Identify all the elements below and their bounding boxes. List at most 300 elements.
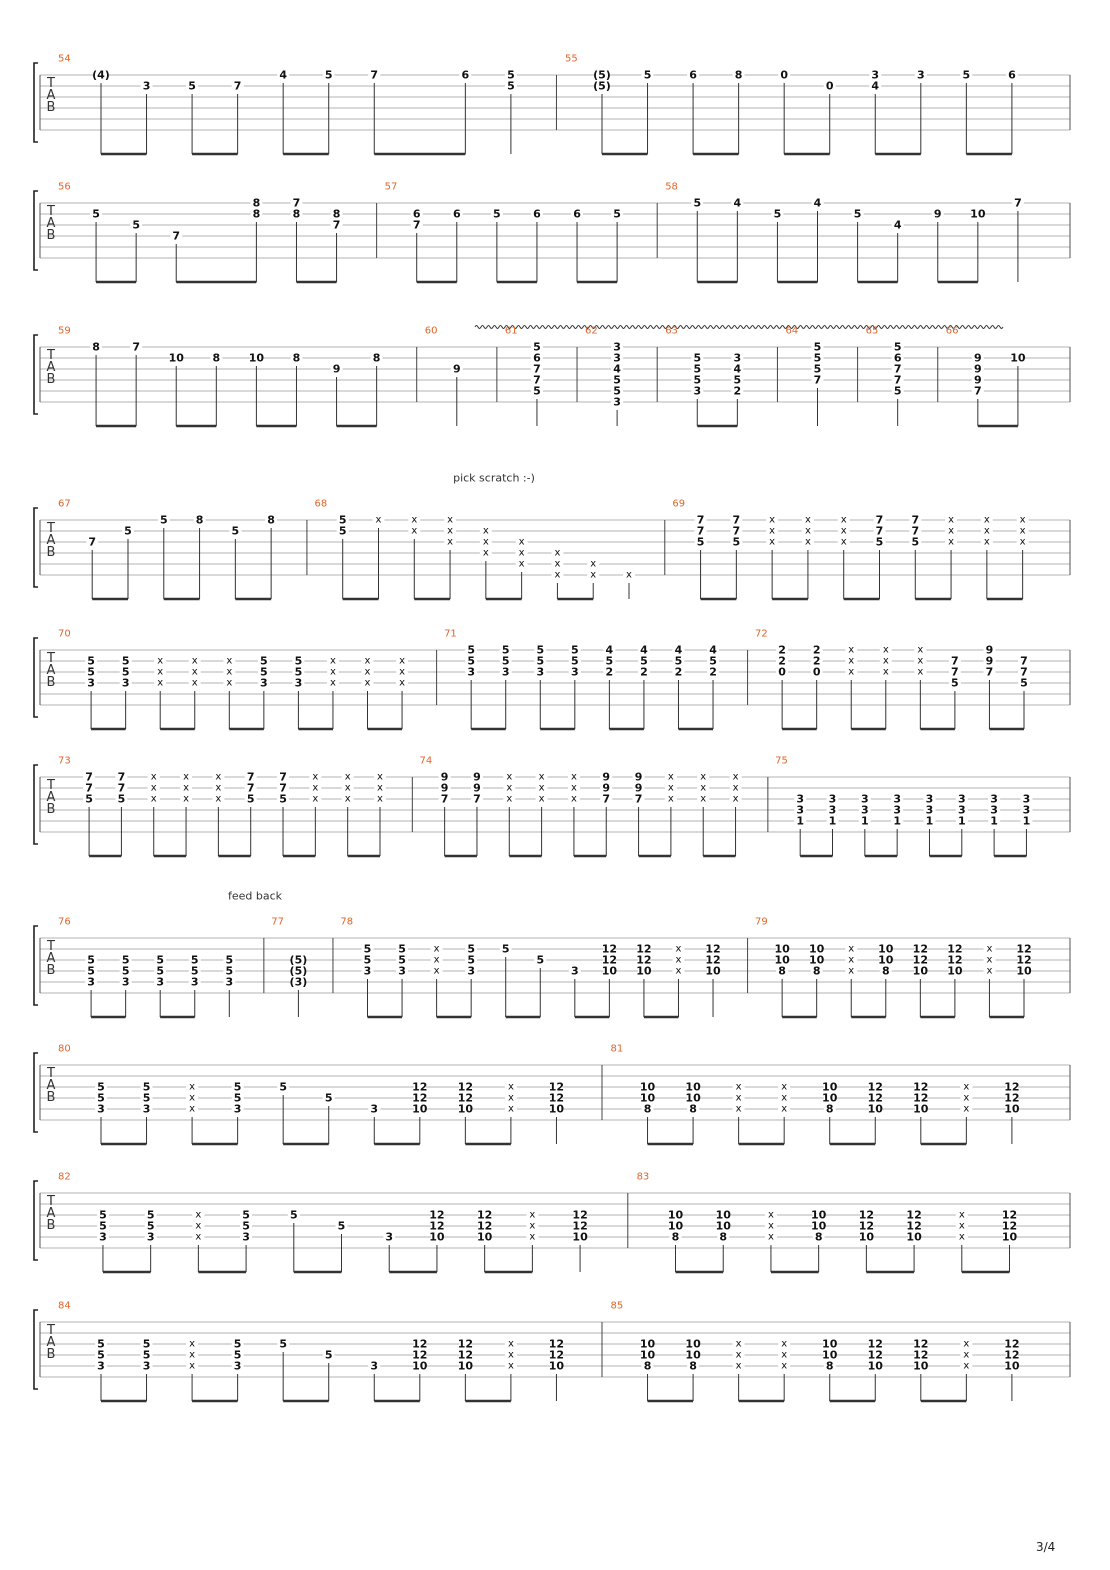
system-bracket xyxy=(34,1053,38,1132)
measure-number: 59 xyxy=(58,325,71,337)
fret-number: 6 xyxy=(452,207,461,221)
fret-number: 5 xyxy=(294,654,303,668)
fret-number: 3 xyxy=(242,1230,250,1244)
fret-number: 3 xyxy=(142,1359,151,1373)
fret-number: 0 xyxy=(780,68,789,82)
system-bracket xyxy=(34,1181,38,1260)
fret-number: 3 xyxy=(1022,792,1031,806)
fret-number: 3 xyxy=(121,676,130,690)
dead-note: x xyxy=(963,1349,970,1361)
fret-number: 12 xyxy=(913,1080,929,1094)
fret-number: 7 xyxy=(875,513,884,527)
fret-number: 10 xyxy=(811,1219,827,1233)
measure-number: 79 xyxy=(755,916,768,928)
dead-note: x xyxy=(1019,536,1026,548)
measure-number: 81 xyxy=(610,1043,624,1055)
fret-number: 10 xyxy=(667,1219,684,1233)
fret-number: 1 xyxy=(1022,814,1031,828)
tab-clef-letter: B xyxy=(46,1090,56,1105)
dead-note: x xyxy=(983,536,990,548)
measure-number: 56 xyxy=(58,181,71,193)
fret-number: 12 xyxy=(913,1348,929,1362)
fret-number: 5 xyxy=(246,792,255,806)
fret-number: 12 xyxy=(867,1091,883,1105)
tab-clef-letter: B xyxy=(46,1218,56,1233)
system-bracket xyxy=(34,335,38,414)
dead-note: x xyxy=(529,1231,536,1243)
dead-note: x xyxy=(732,793,739,805)
fret-number: 7 xyxy=(279,770,287,784)
fret-number: 5 xyxy=(324,1091,333,1105)
dead-note: x xyxy=(767,1231,774,1243)
fret-number: 5 xyxy=(99,1219,107,1233)
tab-clef-letter: A xyxy=(46,88,56,103)
dead-note: x xyxy=(848,954,855,966)
dead-note: x xyxy=(840,514,847,526)
fret-number: 5 xyxy=(338,513,347,527)
fret-number: 10 xyxy=(809,942,825,956)
fret-number: 7 xyxy=(696,513,705,527)
dead-note: x xyxy=(986,965,993,977)
fret-number: 7 xyxy=(332,218,341,232)
fret-number: 10 xyxy=(685,1348,701,1362)
fret-number: 4 xyxy=(893,218,902,232)
dead-note: x xyxy=(554,569,561,581)
dead-note: x xyxy=(195,1209,202,1221)
fret-number: 3 xyxy=(871,68,880,82)
tab-clef-letter: B xyxy=(46,228,56,243)
system-bracket xyxy=(34,508,38,587)
fret-number: 12 xyxy=(457,1080,474,1094)
dead-note: x xyxy=(433,943,440,955)
dead-note: x xyxy=(667,771,674,783)
fret-number: 12 xyxy=(548,1348,565,1362)
fret-number: 5 xyxy=(733,373,742,387)
fret-number: 7 xyxy=(696,524,705,538)
fret-number: 8 xyxy=(292,351,301,365)
dead-note: x xyxy=(767,1209,774,1221)
dead-note: x xyxy=(983,525,990,537)
dead-note: x xyxy=(767,1220,774,1232)
fret-number: 3 xyxy=(916,68,925,82)
dead-note: x xyxy=(150,793,157,805)
fret-number: 5 xyxy=(363,942,372,956)
dead-note: x xyxy=(781,1349,788,1361)
fret-number: 8 xyxy=(332,207,341,221)
fret-number: 10 xyxy=(906,1230,922,1244)
dead-note: x xyxy=(840,536,847,548)
fret-number: 8 xyxy=(881,964,890,978)
fret-number: 5 xyxy=(773,207,782,221)
tab-clef-letter: T xyxy=(47,1066,55,1081)
fret-number: 5 xyxy=(813,362,822,376)
fret-number: 5 xyxy=(693,196,702,210)
dead-note: x xyxy=(986,943,993,955)
dead-note: x xyxy=(215,771,222,783)
fret-number: 3 xyxy=(99,1230,107,1244)
fret-number: 5 xyxy=(225,953,234,967)
fret-number: 10 xyxy=(822,1080,838,1094)
fret-number: 3 xyxy=(97,1102,105,1116)
fret-number: 10 xyxy=(477,1230,493,1244)
fret-number: 5 xyxy=(613,384,621,398)
fret-number: 10 xyxy=(1001,1230,1018,1244)
fret-number: 3 xyxy=(570,964,579,978)
fret-number: 5 xyxy=(533,340,541,354)
dead-note: x xyxy=(183,771,190,783)
fret-number: 4 xyxy=(279,68,288,82)
fret-number: 5 xyxy=(156,953,165,967)
dead-note: x xyxy=(781,1360,788,1372)
dead-note: x xyxy=(948,514,955,526)
fret-number: 5 xyxy=(853,207,862,221)
fret-number: 3 xyxy=(87,676,95,690)
fret-number: 8 xyxy=(671,1230,680,1244)
fret-number: 4 xyxy=(733,362,742,376)
fret-number: 3 xyxy=(990,803,998,817)
dead-note: x xyxy=(507,1349,514,1361)
fret-number: 2 xyxy=(733,384,742,398)
fret-number: 7 xyxy=(1020,665,1028,679)
fret-number: 9 xyxy=(985,643,994,657)
fret-number: 5 xyxy=(289,1208,298,1222)
fret-number: 5 xyxy=(467,942,475,956)
measure-number: 61 xyxy=(504,325,518,337)
fret-number: 10 xyxy=(685,1091,701,1105)
fret-number: 3 xyxy=(957,792,966,806)
fret-number: 3 xyxy=(733,351,742,365)
fret-number: 7 xyxy=(85,781,93,795)
dead-note: x xyxy=(732,782,739,794)
fret-number: 5 xyxy=(709,654,717,668)
measure-number: 58 xyxy=(665,181,678,193)
fret-number: 5 xyxy=(693,351,702,365)
fret-number: 3 xyxy=(893,792,901,806)
dead-note: x xyxy=(948,525,955,537)
fret-number: 7 xyxy=(732,513,741,527)
fret-number: 8 xyxy=(778,964,786,978)
fret-number: 10 xyxy=(774,953,790,967)
dead-note: x xyxy=(312,782,319,794)
dead-note: x xyxy=(507,1081,514,1093)
system-bracket xyxy=(34,191,38,270)
fret-number: 9 xyxy=(602,770,611,784)
fret-number: 3 xyxy=(156,975,165,989)
fret-number: 12 xyxy=(477,1208,493,1222)
vibrato-line xyxy=(475,326,1003,329)
fret-number: 12 xyxy=(858,1219,875,1233)
tab-clef-letter: A xyxy=(46,790,56,805)
fret-number: 10 xyxy=(878,942,894,956)
measure-number: 55 xyxy=(565,53,578,65)
dead-note: x xyxy=(183,793,190,805)
fret-number: 5 xyxy=(398,942,406,956)
fret-number: 5 xyxy=(467,654,475,668)
dead-note: x xyxy=(882,644,889,656)
dead-note: x xyxy=(157,655,164,667)
fret-number: 7 xyxy=(813,373,822,387)
dead-note: x xyxy=(191,655,198,667)
fret-number: 0 xyxy=(778,665,786,679)
fret-number: 7 xyxy=(132,340,140,354)
fret-number: 10 xyxy=(639,1337,656,1351)
fret-number: 5 xyxy=(117,792,126,806)
fret-number: 5 xyxy=(324,1348,333,1362)
fret-number: 3 xyxy=(613,351,621,365)
dead-note: x xyxy=(769,525,776,537)
fret-number: 5 xyxy=(398,953,406,967)
dead-note: x xyxy=(399,677,406,689)
fret-number: 8 xyxy=(643,1102,652,1116)
dead-note: x xyxy=(735,1349,742,1361)
fret-number: 7 xyxy=(1014,196,1022,210)
dead-note: x xyxy=(882,666,889,678)
fret-number: 3 xyxy=(925,792,934,806)
fret-number: 10 xyxy=(168,351,184,365)
fret-number: 3 xyxy=(467,665,475,679)
fret-number: 7 xyxy=(974,384,982,398)
fret-number: 5 xyxy=(962,68,971,82)
fret-number: 5 xyxy=(87,953,95,967)
fret-number: 5 xyxy=(337,1219,346,1233)
fret-number: 10 xyxy=(715,1219,731,1233)
fret-number: 12 xyxy=(1001,1208,1018,1222)
fret-number: 9 xyxy=(985,654,994,668)
fret-number: 7 xyxy=(117,770,126,784)
fret-number: 3 xyxy=(370,1102,379,1116)
fret-number: 5 xyxy=(132,218,140,232)
dead-note: x xyxy=(364,677,371,689)
fret-number: 5 xyxy=(693,362,702,376)
fret-number: 8 xyxy=(372,351,381,365)
dead-note: x xyxy=(963,1092,970,1104)
text-annotation: feed back xyxy=(227,889,283,903)
dead-note: x xyxy=(735,1092,742,1104)
dead-note: x xyxy=(948,536,955,548)
measure-number: 64 xyxy=(785,325,799,337)
fret-number: 2 xyxy=(605,665,614,679)
fret-number: 5 xyxy=(951,676,959,690)
dead-note: x xyxy=(732,771,739,783)
dead-note: x xyxy=(781,1081,788,1093)
dead-note: x xyxy=(848,655,855,667)
fret-number: 5 xyxy=(190,953,199,967)
measure-number: 75 xyxy=(775,755,788,767)
tab-clef-letter: T xyxy=(47,778,55,793)
dead-note: x xyxy=(189,1103,196,1115)
fret-number: 1 xyxy=(893,814,901,828)
tab-clef-letter: B xyxy=(46,963,56,978)
fret-number: 3 xyxy=(146,1230,155,1244)
fret-number: 5 xyxy=(674,654,683,668)
dead-note: x xyxy=(518,536,525,548)
fret-number: 7 xyxy=(533,362,541,376)
dead-note: x xyxy=(700,782,707,794)
fret-number: 10 xyxy=(248,351,265,365)
fret-number: 3 xyxy=(957,803,966,817)
measure-number: 84 xyxy=(58,1300,71,1312)
fret-number: 5 xyxy=(732,535,741,549)
dead-note: x xyxy=(848,965,855,977)
fret-number: 5 xyxy=(87,964,95,978)
fret-number: 5 xyxy=(507,79,515,93)
dead-note: x xyxy=(447,514,454,526)
fret-number: 7 xyxy=(85,770,93,784)
dead-note: x xyxy=(364,666,371,678)
fret-number: 12 xyxy=(913,1337,929,1351)
system-bracket xyxy=(34,765,38,844)
measure-number: 68 xyxy=(314,498,328,510)
tab-clef-letter: T xyxy=(47,348,55,363)
fret-number: 7 xyxy=(732,524,741,538)
dead-note: x xyxy=(917,655,924,667)
fret-number: 12 xyxy=(912,942,928,956)
tab-clef-letter: A xyxy=(46,663,56,678)
dead-note: x xyxy=(375,514,382,526)
fret-number: 10 xyxy=(548,1102,565,1116)
dead-note: x xyxy=(215,793,222,805)
fret-number: 8 xyxy=(689,1359,697,1373)
dead-note: x xyxy=(804,525,811,537)
fret-number: 2 xyxy=(812,643,821,657)
measure-number: 80 xyxy=(58,1043,71,1055)
dead-note: x xyxy=(377,771,383,783)
fret-number: 3 xyxy=(142,1102,151,1116)
dead-note: x xyxy=(195,1220,202,1232)
fret-number: 5 xyxy=(533,384,541,398)
fret-number: 3 xyxy=(260,676,268,690)
dead-note: x xyxy=(226,655,233,667)
fret-number: 5 xyxy=(121,665,130,679)
fret-number: 7 xyxy=(533,373,541,387)
fret-number: (3) xyxy=(289,975,308,989)
fret-number: 3 xyxy=(363,964,372,978)
fret-number: 10 xyxy=(1004,1102,1020,1116)
system-bracket xyxy=(34,926,38,1005)
dead-note: x xyxy=(554,558,561,570)
fret-number: 2 xyxy=(709,665,717,679)
measure-number: 76 xyxy=(58,916,71,928)
fret-number: 3 xyxy=(233,1102,242,1116)
fret-number: 3 xyxy=(925,803,934,817)
dead-note: x xyxy=(675,965,682,977)
fret-number: 12 xyxy=(477,1219,493,1233)
dead-note: x xyxy=(667,782,674,794)
fret-number: 5 xyxy=(501,654,510,668)
fret-number: 9 xyxy=(974,362,982,376)
fret-number: 10 xyxy=(667,1208,684,1222)
fret-number: 3 xyxy=(796,792,805,806)
fret-number: 9 xyxy=(440,781,449,795)
fret-number: 5 xyxy=(507,68,515,82)
fret-number: 3 xyxy=(570,665,579,679)
dead-note: x xyxy=(529,1209,536,1221)
fret-number: 4 xyxy=(605,643,614,657)
fret-number: 7 xyxy=(602,792,611,806)
measure-number: 77 xyxy=(271,916,285,928)
dead-note: x xyxy=(506,771,513,783)
fret-number: 2 xyxy=(812,654,821,668)
system-bracket xyxy=(34,1310,38,1389)
fret-number: 10 xyxy=(970,207,986,221)
dead-note: x xyxy=(183,782,190,794)
fret-number: 10 xyxy=(867,1102,883,1116)
dead-note: x xyxy=(958,1220,965,1232)
fret-number: 3 xyxy=(87,975,95,989)
fret-number: 5 xyxy=(696,535,705,549)
dead-note: x xyxy=(848,644,855,656)
fret-number: (4) xyxy=(92,68,110,82)
fret-number: 1 xyxy=(990,814,998,828)
fret-number: 5 xyxy=(142,1091,151,1105)
fret-number: 12 xyxy=(1016,942,1032,956)
tab-clef-letter: T xyxy=(47,76,55,91)
dead-note: x xyxy=(675,954,682,966)
tab-clef-letter: B xyxy=(46,545,56,560)
fret-number: 10 xyxy=(878,953,894,967)
fret-number: 8 xyxy=(643,1359,652,1373)
staff-system xyxy=(34,765,1070,856)
fret-number: 6 xyxy=(533,351,541,365)
fret-number: 4 xyxy=(613,362,621,376)
dead-note: x xyxy=(963,1081,970,1093)
fret-number: 12 xyxy=(548,1080,565,1094)
fret-number: 5 xyxy=(97,1348,105,1362)
fret-number: 5 xyxy=(613,207,621,221)
fret-number: 5 xyxy=(605,654,614,668)
fret-number: 8 xyxy=(814,1230,823,1244)
fret-number: 3 xyxy=(1022,803,1031,817)
fret-number: 12 xyxy=(457,1337,474,1351)
fret-number: 12 xyxy=(1004,1337,1020,1351)
fret-number: 12 xyxy=(1004,1080,1020,1094)
dead-note: x xyxy=(329,677,336,689)
fret-number: 12 xyxy=(906,1219,922,1233)
dead-note: x xyxy=(700,771,707,783)
dead-note: x xyxy=(157,677,164,689)
fret-number: 7 xyxy=(893,373,902,387)
fret-number: 6 xyxy=(412,207,421,221)
fret-number: 5 xyxy=(233,1337,242,1351)
fret-number: 7 xyxy=(412,218,421,232)
measure-number: 63 xyxy=(665,325,678,337)
fret-number: 10 xyxy=(913,1102,929,1116)
fret-number: 4 xyxy=(640,643,648,657)
dead-note: x xyxy=(781,1103,788,1115)
fret-number: 8 xyxy=(92,340,100,354)
fret-number: 6 xyxy=(573,207,581,221)
tab-clef-letter: T xyxy=(47,521,55,536)
fret-number: 7 xyxy=(951,654,959,668)
fret-number: 10 xyxy=(429,1230,445,1244)
dead-note: x xyxy=(848,943,855,955)
tab-clef-letter: B xyxy=(46,1347,56,1362)
fret-number: 10 xyxy=(572,1230,588,1244)
fret-number: 12 xyxy=(1001,1219,1018,1233)
dead-note: x xyxy=(312,793,319,805)
fret-number: 12 xyxy=(867,1337,883,1351)
fret-number: 5 xyxy=(97,1091,105,1105)
staff-system xyxy=(34,191,1070,282)
measure-number: 66 xyxy=(945,325,959,337)
tab-clef-letter: B xyxy=(46,802,56,817)
fret-number: 7 xyxy=(951,665,959,679)
fret-number: 10 xyxy=(685,1337,701,1351)
fret-number: 6 xyxy=(893,351,902,365)
fret-number: 5 xyxy=(242,1208,250,1222)
dead-note: x xyxy=(189,1092,196,1104)
measure-number: 72 xyxy=(755,628,768,640)
